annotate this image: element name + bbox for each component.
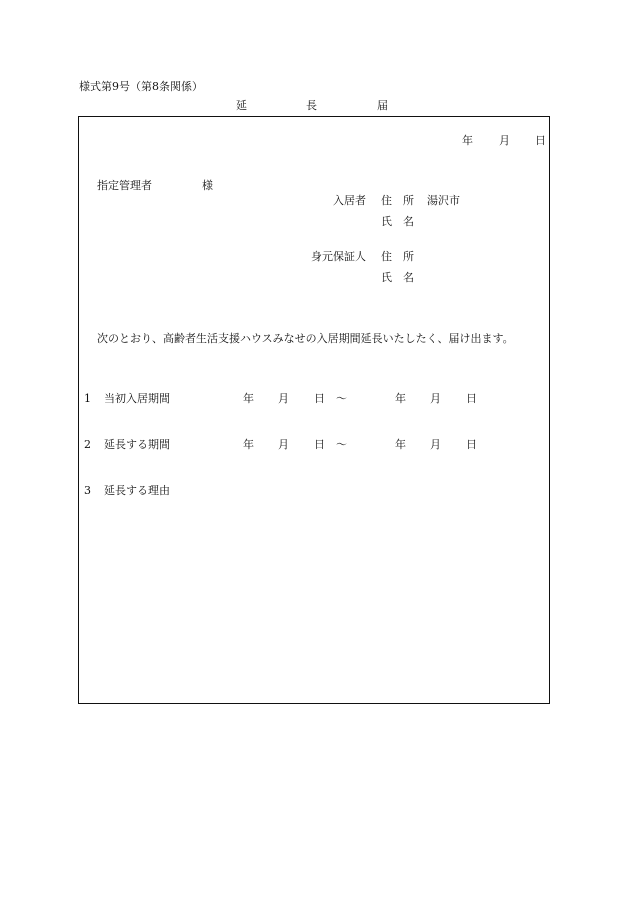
item-label: 延長する理由 bbox=[104, 484, 170, 497]
item-day-start: 日 bbox=[314, 438, 325, 451]
guarantor-name-label: 氏 名 bbox=[381, 271, 414, 284]
resident-address-label: 住 所 bbox=[381, 194, 414, 207]
item-day-start: 日 bbox=[314, 392, 325, 405]
date-month: 月 bbox=[499, 134, 510, 147]
form-frame bbox=[78, 116, 550, 704]
guarantor-address-label: 住 所 bbox=[381, 250, 414, 263]
item-month-start: 月 bbox=[278, 392, 289, 405]
item-label: 延長する期間 bbox=[104, 438, 170, 451]
item-number: 2 bbox=[84, 438, 91, 451]
item-year-end: 年 bbox=[395, 392, 406, 405]
item-day-end: 日 bbox=[466, 438, 477, 451]
item-number: 3 bbox=[84, 484, 91, 497]
item-year-start: 年 bbox=[243, 438, 254, 451]
item-year-start: 年 bbox=[243, 392, 254, 405]
item-month-start: 月 bbox=[278, 438, 289, 451]
guarantor-label: 身元保証人 bbox=[311, 250, 366, 263]
form-number: 様式第9号（第8条関係） bbox=[79, 80, 203, 93]
item-label: 当初入居期間 bbox=[104, 392, 170, 405]
title-char-1: 延 bbox=[236, 99, 247, 112]
item-year-end: 年 bbox=[395, 438, 406, 451]
date-day: 日 bbox=[535, 134, 546, 147]
item-day-end: 日 bbox=[466, 392, 477, 405]
addressee-label: 指定管理者 bbox=[97, 179, 152, 192]
item-number: 1 bbox=[84, 392, 91, 405]
resident-label: 入居者 bbox=[333, 194, 366, 207]
title-char-2: 長 bbox=[306, 99, 317, 112]
item-month-end: 月 bbox=[430, 392, 441, 405]
item-tilde: ～ bbox=[336, 438, 347, 451]
resident-address-value: 湯沢市 bbox=[427, 194, 460, 207]
item-month-end: 月 bbox=[430, 438, 441, 451]
item-tilde: ～ bbox=[336, 392, 347, 405]
title-char-3: 届 bbox=[377, 99, 388, 112]
addressee-honorific: 様 bbox=[202, 179, 213, 192]
date-year: 年 bbox=[462, 134, 473, 147]
statement-text: 次のとおり、高齢者生活支援ハウスみなせの入居期間延長いたしたく、届け出ます。 bbox=[97, 332, 514, 345]
resident-name-label: 氏 名 bbox=[381, 215, 414, 228]
